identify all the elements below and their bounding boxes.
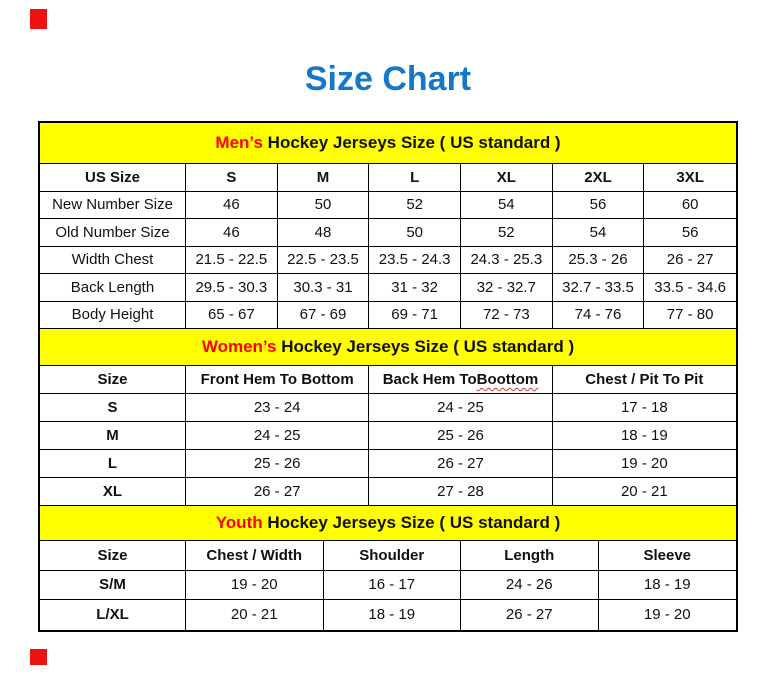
data-cell: 33.5 - 34.6 [644,274,736,302]
header-cell: Size [40,366,186,394]
data-cell: 74 - 76 [553,302,645,330]
data-cell: 19 - 20 [599,600,737,630]
data-cell: 54 [553,219,645,247]
data-cell: 77 - 80 [644,302,736,330]
data-cell: 72 - 73 [461,302,553,330]
data-cell: 18 - 19 [599,571,737,601]
header-cell: Length [461,541,599,571]
data-cell: 26 - 27 [186,478,369,506]
header-cell: Sleeve [599,541,737,571]
men-section-highlight: Men’s [215,133,263,152]
header-cell: Shoulder [324,541,462,571]
men-size-grid [40,164,736,329]
data-cell: 25.3 - 26 [553,247,645,275]
data-cell: 24 - 26 [461,571,599,601]
data-cell: 26 - 27 [369,450,552,478]
data-cell: 20 - 21 [553,478,736,506]
data-cell: 32.7 - 33.5 [553,274,645,302]
data-cell: 17 - 18 [553,394,736,422]
row-label-cell: XL [40,478,186,506]
header-cell: L [369,164,461,192]
data-cell: 26 - 27 [461,600,599,630]
header-cell: XL [461,164,553,192]
size-chart-table [38,121,738,632]
women-section-label: Hockey Jerseys Size ( US standard ) [276,337,575,356]
data-cell: 18 - 19 [553,422,736,450]
data-cell: 46 [186,192,278,220]
youth-section-highlight: Youth [215,513,263,532]
row-label-cell: Old Number Size [40,219,186,247]
misspelled-word: Boottom [476,371,539,388]
youth-section-band [40,506,736,541]
red-marker-bottom-left [30,649,47,665]
data-cell: 50 [278,192,370,220]
data-cell: 20 - 21 [186,600,324,630]
data-cell: 56 [644,219,736,247]
data-cell: 65 - 67 [186,302,278,330]
women-section-highlight: Women’s [201,337,277,356]
data-cell: 24 - 25 [186,422,369,450]
data-cell: 46 [186,219,278,247]
data-cell: 52 [461,219,553,247]
row-label-cell: Width Chest [40,247,186,275]
row-label-cell: L/XL [40,600,186,630]
data-cell: 30.3 - 31 [278,274,370,302]
men-section-label: Hockey Jerseys Size ( US standard ) [262,133,561,152]
data-cell: 29.5 - 30.3 [186,274,278,302]
data-cell: 26 - 27 [644,247,736,275]
data-cell: 19 - 20 [186,571,324,601]
data-cell: 31 - 32 [369,274,461,302]
data-cell: 52 [369,192,461,220]
women-section-band [40,329,736,366]
row-label-cell: M [40,422,186,450]
women-size-grid [40,366,736,506]
data-cell: 18 - 19 [324,600,462,630]
header-cell: Size [40,541,186,571]
header-cell: US Size [40,164,186,192]
row-label-cell: S [40,394,186,422]
data-cell: 32 - 32.7 [461,274,553,302]
data-cell: 24 - 25 [369,394,552,422]
data-cell: 23 - 24 [186,394,369,422]
data-cell: 25 - 26 [186,450,369,478]
header-cell: Chest / Width [186,541,324,571]
data-cell: 27 - 28 [369,478,552,506]
header-cell: Chest / Pit To Pit [553,366,736,394]
data-cell: 23.5 - 24.3 [369,247,461,275]
header-cell: Front Hem To Bottom [186,366,369,394]
header-cell: S [186,164,278,192]
row-label-cell: Back Length [40,274,186,302]
header-cell: 2XL [553,164,645,192]
data-cell: 19 - 20 [553,450,736,478]
row-label-cell: Body Height [40,302,186,330]
header-cell: M [278,164,370,192]
data-cell: 22.5 - 23.5 [278,247,370,275]
data-cell: 25 - 26 [369,422,552,450]
data-cell: 16 - 17 [324,571,462,601]
red-marker-top-left [30,9,47,29]
data-cell: 24.3 - 25.3 [461,247,553,275]
data-cell: 60 [644,192,736,220]
data-cell: 48 [278,219,370,247]
header-cell: Back Hem To Boottom [369,366,552,394]
row-label-cell: L [40,450,186,478]
men-section-band [40,123,736,164]
data-cell: 50 [369,219,461,247]
youth-section-label: Hockey Jerseys Size ( US standard ) [262,513,561,532]
page-title: Size Chart [304,60,472,98]
data-cell: 67 - 69 [278,302,370,330]
header-cell: 3XL [644,164,736,192]
data-cell: 21.5 - 22.5 [186,247,278,275]
data-cell: 54 [461,192,553,220]
row-label-cell: S/M [40,571,186,601]
youth-size-grid [40,541,736,630]
data-cell: 69 - 71 [369,302,461,330]
row-label-cell: New Number Size [40,192,186,220]
data-cell: 56 [553,192,645,220]
